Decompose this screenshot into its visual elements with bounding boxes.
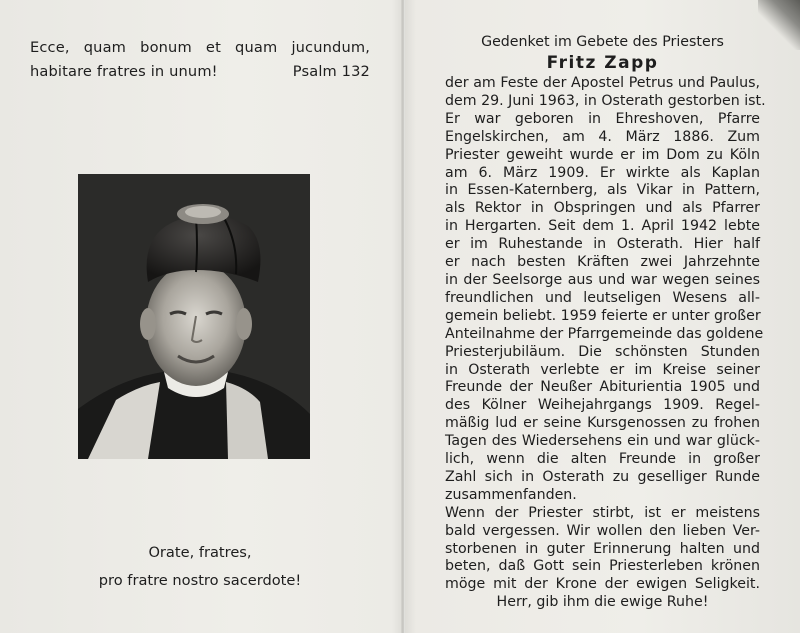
biography-line: lich, wenn die alten Freunde in großer xyxy=(445,451,760,468)
closing-line-1: Orate, fratres, xyxy=(148,544,252,561)
biography-line: Zahl sich in Osterath zu geselliger Runde xyxy=(445,468,760,485)
biography-line: des Kölner Weihejahrgangs 1909. Regel- xyxy=(445,397,760,414)
verse-line-2-text: habitare fratres in unum! xyxy=(30,63,218,80)
closing-line-2: pro fratre nostro sacerdote! xyxy=(98,572,302,589)
closing-plea xyxy=(30,539,370,595)
biography-line: Tagen des Wiedersehens ein und war glück- xyxy=(445,433,760,450)
priest-name: Fritz Zapp xyxy=(546,53,659,73)
biography-line: dem 29. Juni 1963, in Osterath gestorben ist. xyxy=(445,92,766,109)
verse-line-2 xyxy=(30,60,370,84)
verse-line-1: Ecce, quam bonum et quam jucundum, xyxy=(30,39,370,56)
reflection-line: bald vergessen. Wir wollen den lieben Ver- xyxy=(445,522,760,539)
biography-line: Engelskirchen, am 4. März 1886. Zum xyxy=(445,128,760,145)
biography-line: in Hergarten. Seit dem 1. April 1942 lebte xyxy=(445,218,760,235)
biography-line: in der Seelsorge aus und war wegen seines xyxy=(445,271,760,288)
reflection-line: beten, daß Gott sein Priesterleben krönen xyxy=(445,558,760,575)
biography xyxy=(445,75,766,505)
memorial-heading: Gedenket im Gebete des Priesters xyxy=(481,34,724,50)
priest-portrait-photo xyxy=(78,174,310,459)
psalm-verse xyxy=(30,36,370,84)
biography-line: der am Feste der Apostel Petrus und Paulus, xyxy=(445,75,760,91)
biography-line: Er war geboren in Ehreshoven, Pfarre xyxy=(445,110,760,127)
biography-line: Freunde der Neußer Abiturientia 1905 und xyxy=(445,379,760,396)
biography-line: am 6. März 1909. Er wirkte als Kaplan xyxy=(445,164,760,181)
biography-line: in Essen-Katernberg, als Vikar in Pattern, xyxy=(445,182,760,199)
biography-line: als Rektor in Obspringen und als Pfarrer xyxy=(445,200,760,217)
biography-line: in Osterath verlebte er im Kreise seiner xyxy=(445,361,760,378)
biography-line: Priester geweiht wurde er im Dom zu Köln xyxy=(445,146,760,163)
biography-line: er im Ruhestande in Osterath. Hier half xyxy=(445,236,760,253)
biography-line: Priesterjubiläum. Die schönsten Stunden xyxy=(445,343,760,360)
biography-line: Anteilnahme der Pfarrgemeinde das goldene xyxy=(445,325,764,342)
reflection-line: möge mit der Krone der ewigen Seligkeit. xyxy=(445,576,760,593)
psalm-reference: Psalm 132 xyxy=(292,63,370,80)
biography-line: zusammenfanden. xyxy=(445,486,577,503)
biography-line: mäßig lud er seine Kursgenossen zu frohen xyxy=(445,415,760,432)
biography-line: freundlichen und leutseligen Wesens all- xyxy=(445,289,760,306)
reflection xyxy=(445,505,760,595)
closing-prayer: Herr, gib ihm die ewige Ruhe! xyxy=(496,594,709,611)
torn-corner xyxy=(758,0,800,50)
portrait-illustration xyxy=(78,174,310,459)
biography-line: er nach besten Kräften zwei Jahrzehnte xyxy=(445,254,760,271)
biography-line: gemein beliebt. 1959 feierte er unter großer xyxy=(445,307,761,324)
memorial-text xyxy=(445,33,766,612)
reflection-line: Wenn der Priester stirbt, ist er meistens xyxy=(445,504,760,521)
center-fold xyxy=(401,0,405,633)
reflection-line: storbenen in guter Erinnerung halten und xyxy=(445,540,760,557)
